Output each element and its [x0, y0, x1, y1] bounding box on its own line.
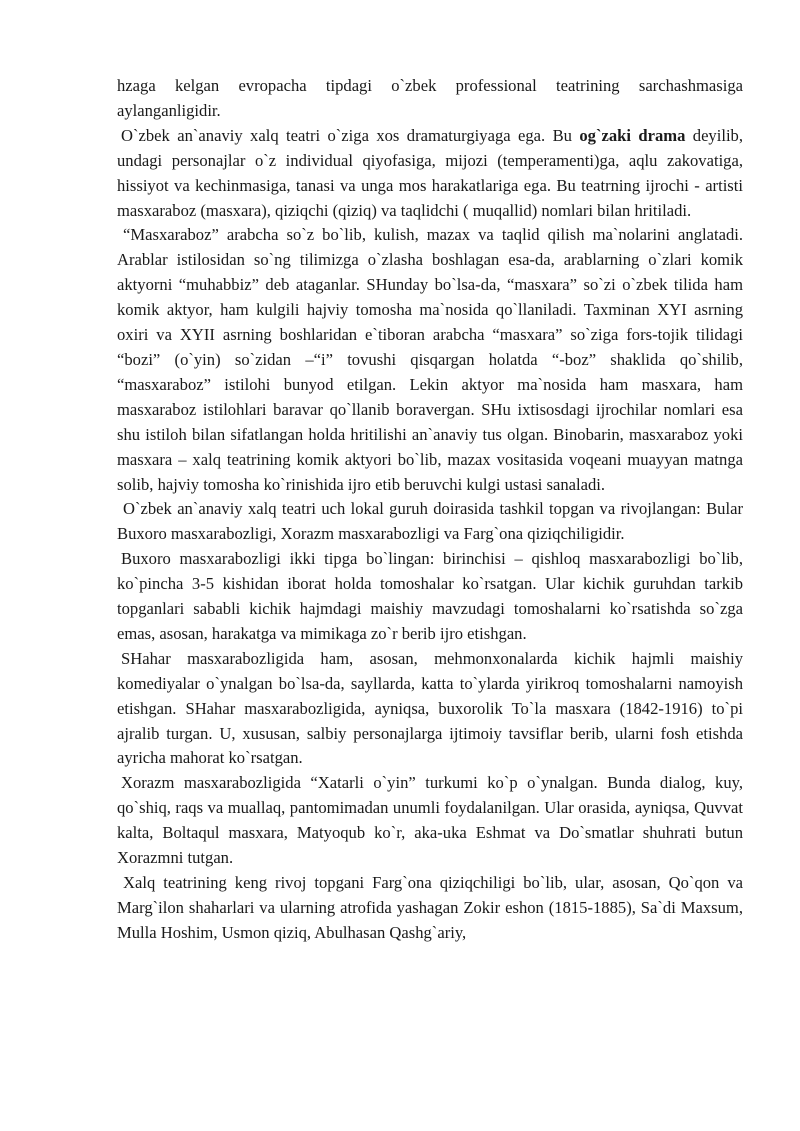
paragraph-text: deyilib, undagi personajlar o`z individual qiyofasiga, mijozi (temperamenti)ga, aqlu zakovatiga, hissiyot va kechinmasiga, tanasi va unga mos harakatlariga ega. Bu teatrning ijrochi - artisti masxaraboz (masxara), qiziqchi (qiziq) va taqlidchi ( muqallid) nomlari bilan hritiladi.	[117, 125, 744, 220]
paragraph-fergana: Xalq teatrining keng rivoj topgani Farg`ona qiziqchiligi bo`lib, ular, asosan, Qo`qon va Marg`ilon shaharlari va ularning atrofida yashagan Zokir eshon (1815-1885), Sa`di Maxsum, Mulla Hoshim, Usmon qiziq, Abulhasan Qashg`ariy,	[117, 873, 743, 942]
paragraph-local-groups: O`zbek an`anaviy xalq teatri uch lokal guruh doirasida tashkil topgan va rivojlangan: Bular Buxoro masxarabozligi, Xorazm masxarabozligi va Farg`ona qiziqchiligidir.	[117, 499, 743, 544]
paragraph-masxaraboz: “Masxaraboz” arabcha so`z bo`lib, kulish, mazax va taqlid qilish ma`nolarini anglatadi. Arablar istilosidan so`ng tilimizga o`zlasha boshlagan esa-da, arablarning o`zlari komik aktyorni “muhabbiz” deb ataganlar. SHunday bo`lsa-da, “masxara” so`zi o`zbek tilida ham komik aktyor, ham kulgili hajviy tomosha ma`nosida qo`llaniladi. Taxminan XYI asrning oxiri va XYII asrning boshlaridan e`tiboran arabcha “masxara” so`ziga fors-tojik tilidagi “bozi” (o`yin) so`zidan –“i” tovushi qisqargan holatda “-boz” shaklida qo`shilib, “masxaraboz” istilohi bunyod etilgan. Lekin aktyor ma`nosida ham masxara, ham masxaraboz istilohlari baravar qo`llanib boravergan. SHu ixtisosdagi ijrochilar nomlari esa shu istiloh bilan sifatlangan holda hritilishi an`anaviy tus olgan. Binobarin, masxaraboz yoki masxara – xalq teatrining komik aktyori bo`lib, mazax vositasida voqeani muayyan matnga solib, hajviy tomosha ko`rinishida ijro etib beruvchi kulgi ustasi sanaladi.	[117, 225, 743, 494]
paragraph-city: SHahar masxarabozligida ham, asosan, mehmonxonalarda kichik hajmli maishiy komediyalar o`ynalgan bo`lsa-da, sayllarda, katta to`ylarda yirikroq tomoshalarni namoyish etishgan. SHahar masxarabozligida, ayniqsa, buxorolik To`la masxara (1842-1916) to`pi ajralib turgan. U, xususan, salbiy personajlarga ijtimoiy tavsiflar berib, ularni fosh etishda ayricha mahorat ko`rsatgan.	[117, 648, 743, 768]
document-page	[117, 74, 743, 946]
paragraph-khorezm: Xorazm masxarabozligida “Xatarli o`yin” turkumi ko`p o`ynalgan. Bunda dialog, kuy, qo`shiq, raqs va muallaq, pantomimadan unumli foydalanilgan. Ular orasida, ayniqsa, Quvvat kalta, Boltaqul masxara, Matyoqub ko`r, aka-uka Eshmat va Do`smatlar shuhrati butun Xorazmni tutgan.	[117, 773, 743, 868]
paragraph-continuation: hzaga kelgan evropacha tipdagi o`zbek professional teatrining sarchashmasiga aylanganligidir.	[117, 76, 743, 120]
bold-term: og`zaki drama	[579, 125, 686, 145]
paragraph-bukhara: Buxoro masxarabozligi ikki tipga bo`lingan: birinchisi – qishloq masxarabozligi bo`lib, ko`pincha 3-5 kishidan iborat holda tomoshalar ko`rsatgan. Ular kichik guruhdan tarkib topganlari sababli kichik hajmdagi maishiy mavzudagi tomoshalarni ko`rsatishda so`zga emas, asosan, harakatga va mimikaga zo`r berib ijro etishgan.	[117, 549, 743, 643]
paragraph-text: O`zbek an`anaviy xalq teatri o`ziga xos dramaturgiyaga ega. Bu	[121, 125, 580, 145]
paragraph-oral-drama	[117, 124, 743, 224]
